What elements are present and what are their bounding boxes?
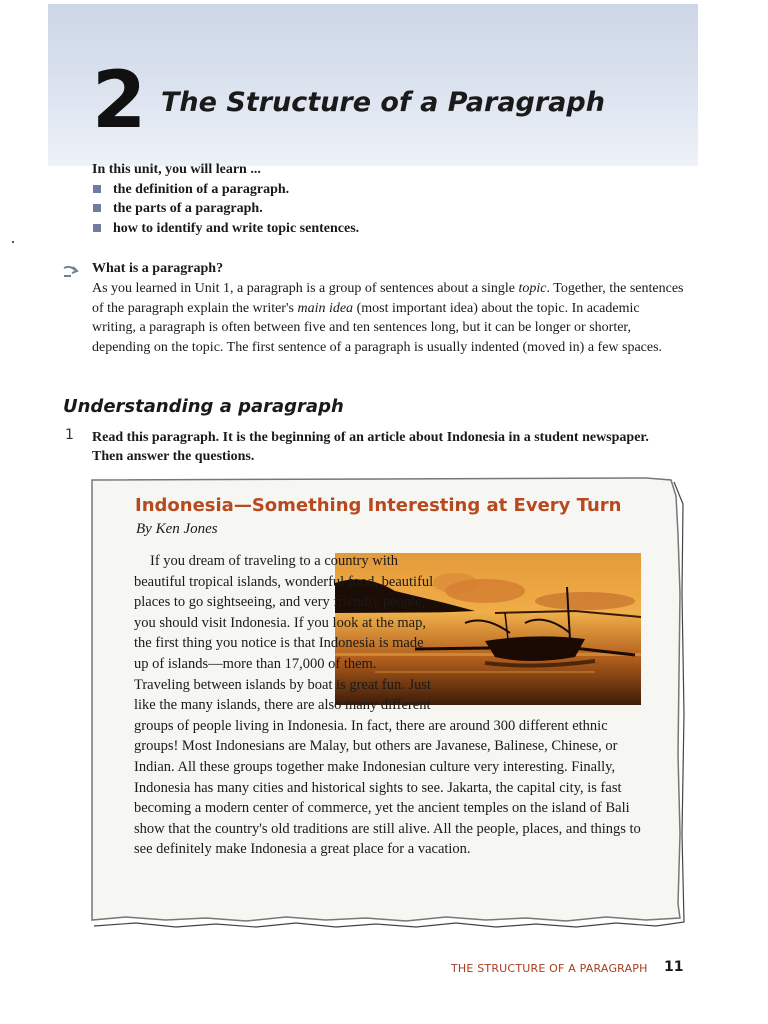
square-bullet-icon (93, 185, 101, 193)
intro-heading: What is a paragraph? (92, 261, 224, 276)
intro-text: As you learned in Unit 1, a paragraph is a group of sentences about a single (92, 281, 519, 296)
objectives-intro: In this unit, you will learn ... (92, 162, 261, 177)
objective-text: the definition of a paragraph. (113, 181, 290, 197)
intro-term-topic: topic (518, 281, 547, 296)
objectives-list (92, 180, 359, 239)
running-footer-title: THE STRUCTURE OF A PARAGRAPH (451, 962, 648, 975)
article-headline: Indonesia—Something Interesting at Every Turn (135, 495, 622, 516)
article-clipping (86, 474, 686, 934)
objective-text: how to identify and write topic sentences. (113, 220, 360, 236)
square-bullet-icon (93, 224, 101, 232)
objective-text: the parts of a paragraph. (113, 201, 263, 216)
chapter-title: The Structure of a Paragraph (161, 87, 605, 118)
article-byline: By Ken Jones (136, 521, 218, 537)
intro-text: . Together, the sentences of the paragraph explain the writer's (92, 281, 684, 316)
unit-objectives (92, 160, 359, 238)
objective-item (92, 180, 359, 200)
intro-text: (most important idea) about the topic. In academic writing, a paragraph is often between five and ten sentences long, but it can be longer or shorter, depending on the topic. The first sentence of a paragraph is usually indented (moved in) a few spaces. (92, 300, 663, 355)
objective-item (92, 199, 359, 219)
section-heading: Understanding a paragraph (63, 396, 344, 417)
objective-item (92, 219, 359, 239)
photo-spacer (434, 551, 646, 711)
arrow-icon (62, 264, 82, 280)
intro-body (92, 279, 687, 357)
article-text: If you dream of traveling to a country with beautiful tropical islands, wonderful food, beautiful places to go sightseeing, and very friendly people, you should visit Indonesia. If you look at the map, the first thing you notice is that Indonesia is made up of islands—more than 17,000 of them. Traveling between islands by boat is great fun. Just like the many islands, there are also many different groups of people living in Indonesia. In fact, there are around 300 different ethnic groups! Most Indonesians are Malay, but others are Javanese, Balinese, Chinese, or Indian. All these groups together make Indonesian culture very interesting. Finally, Indonesia has many cities and historical sights to see. Jakarta, the capital city, is fast becoming a modern center of commerce, yet the ancient temples on the island of Bali show that the country's old traditions are still alive. All the people, places, and things to see definitely make Indonesia a great place for a vacation. (134, 553, 641, 858)
intro-term-main-idea: main idea (297, 300, 354, 316)
chapter-number: 2 (92, 56, 145, 146)
square-bullet-icon (93, 204, 101, 212)
scan-speck (12, 241, 14, 243)
article-body (134, 551, 646, 860)
chapter-header-band (48, 4, 698, 166)
exercise-number: 1 (65, 427, 74, 443)
exercise-instructions: Read this paragraph. It is the beginning of an article about Indonesia in a student newspaper. Then answer the questions. (92, 430, 649, 464)
page-number: 11 (664, 959, 684, 975)
